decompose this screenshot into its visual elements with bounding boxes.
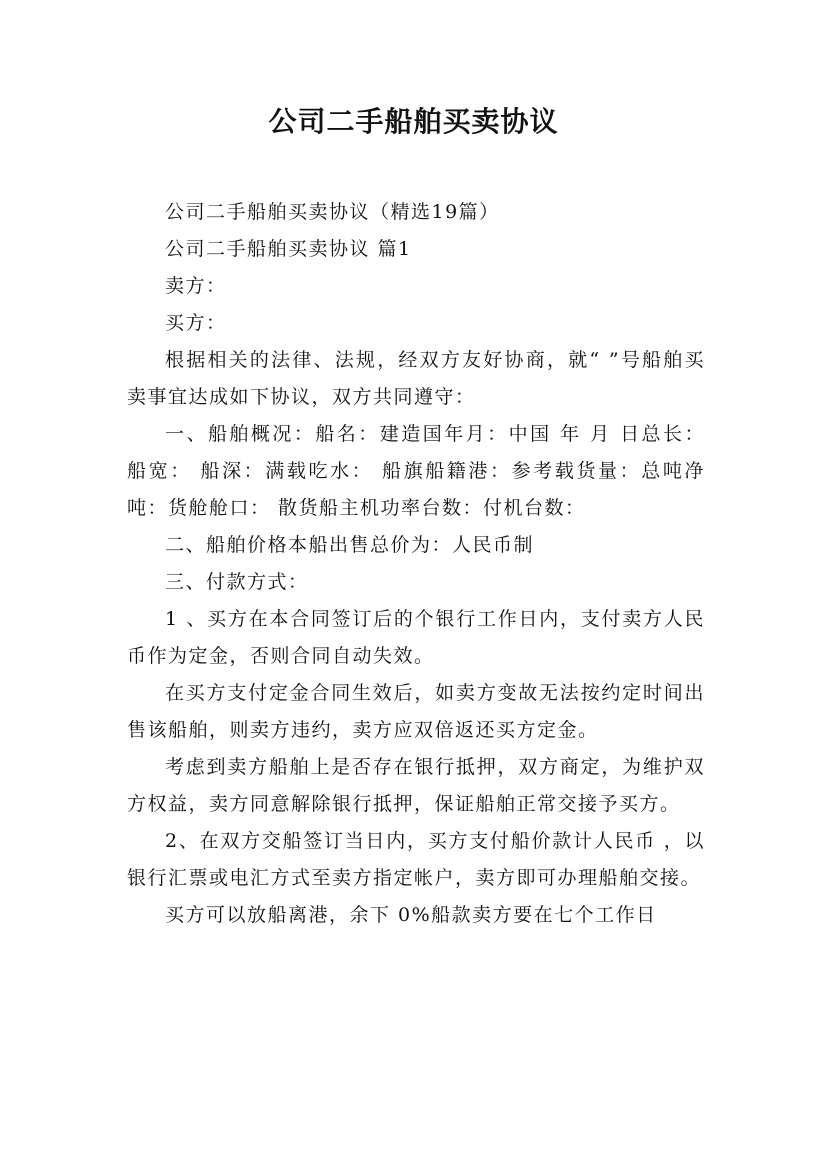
paragraph-seller: 卖方： (165, 275, 227, 297)
paragraph-deposit: 1 、买方在本合同签订后的个银行工作日内，支付卖方人民币作为定金，否则合同自动失效。 (127, 608, 705, 667)
paragraph-ship-overview: 一、船舶概况：船名：建造国年月：中国 年 月 日总长： 船宽： 船深：满载吃水： 船旗船籍港：参考载货量：总吨净吨：货舱舱口： 散货船主机功率台数：付机台数： (127, 423, 705, 519)
paragraph-delivery-payment: 2、在双方交船签订当日内，买方支付船价款计人民币 ，以银行汇票或电汇方式至卖方指定帐户，卖方即可办理船舶交接。 (127, 830, 705, 889)
paragraph-ship-price: 二、船舶价格本船出售总价为：人民币制 (165, 534, 535, 556)
paragraph-departure: 买方可以放船离港，余下 0%船款卖方要在七个工作日 (165, 904, 657, 926)
paragraph-breach: 在买方支付定金合同生效后，如卖方变故无法按约定时间出售该船舶，则卖方违约，卖方应双倍返还买方定金。 (127, 682, 705, 741)
paragraph-buyer: 买方： (165, 312, 227, 334)
document-title: 公司二手船舶买卖协议 (268, 105, 559, 138)
document-body (127, 194, 705, 934)
paragraph-section-heading: 公司二手船舶买卖协议 篇1 (165, 238, 412, 260)
paragraph-subtitle: 公司二手船舶买卖协议（精选19篇） (165, 201, 500, 223)
paragraph-payment-heading: 三、付款方式： (165, 571, 309, 593)
paragraph-preamble: 根据相关的法律、法规，经双方友好协商，就“ ”号船舶买卖事宜达成如下协议，双方共同遵守： (127, 349, 705, 408)
paragraph-mortgage: 考虑到卖方船舶上是否存在银行抵押，双方商定，为维护双方权益，卖方同意解除银行抵押，保证船舶正常交接予买方。 (127, 756, 705, 815)
